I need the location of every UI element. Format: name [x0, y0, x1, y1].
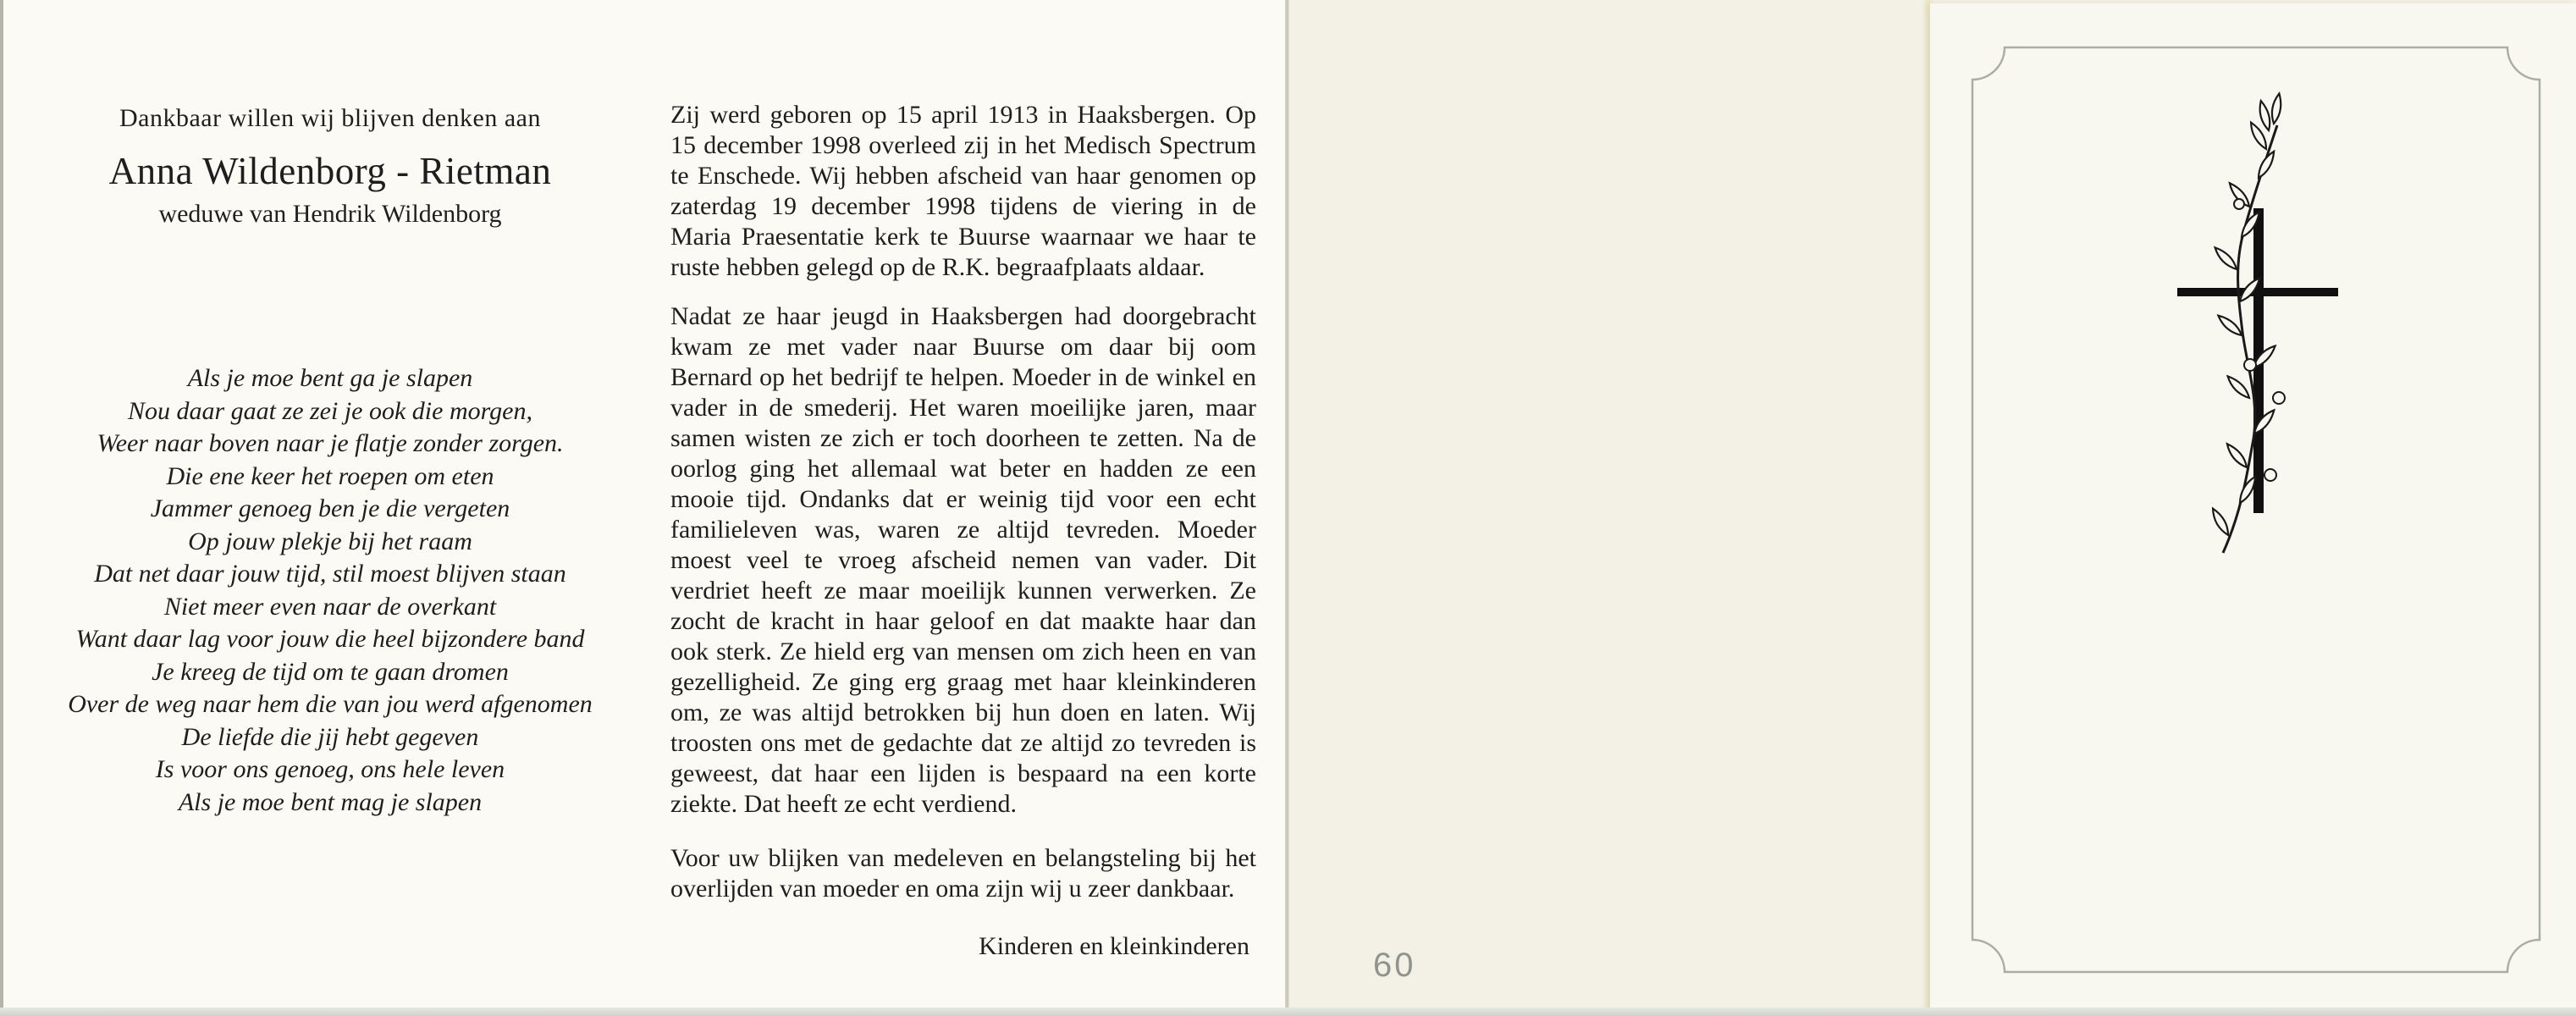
poem-line: Die ene keer het roepen om eten — [166, 461, 494, 490]
poem-line: Jammer genoeg ben je die vergeten — [150, 494, 510, 522]
obituary-paragraph: Zij werd geboren op 15 april 1913 in Haaksbergen. Op 15 december 1998 overleed zij in het Medisch Spectrum te Enschede. Wij hebben afscheid van haar genomen op zaterdag 19 december 1998 tijdens de viering in de Maria Praesentatie kerk te Buurse waarnaar we haar te ruste hebben gelegd op de R.K. begraafplaats aldaar. — [670, 101, 1256, 281]
intro-line: Dankbaar willen wij blijven denken aan — [119, 104, 541, 132]
memorial-poem — [51, 362, 610, 819]
poem-line: Als je moe bent ga je slapen — [187, 364, 473, 392]
obituary-paragraph: Nadat ze haar jeugd in Haaksbergen had doorgebracht kwam ze met vader naar Buurse om daar bij oom Bernard op het bedrijf te helpen. Moeder in de winkel en vader in de smederij. Het waren moeilijke jaren, maar samen wisten ze zich er toch doorheen te zetten. Na de oorlog ging het allemaal wat beter en hadden ze een mooie tijd. Ondanks dat er weinig tijd voor een echt familieleven was, waren ze altijd tevreden. Moeder moest veel te vroeg afscheid nemen van vader. Dit verdriet heeft ze maar moeilijk kunnen verwerken. Ze zocht de kracht in haar geloof en dat maakte haar dan ook sterk. Ze hield erg van mensen om zich heen en van gezelligheid. Ze ging erg graag met haar kleinkinderen om, ze was altijd betrokken bij hun doen en laten. Wij troosten ons met de gedachte dat ze altijd zo tevreden is geweest, dat haar een lijden is bespaard na een korte ziekte. Dat heeft ze echt verdiend. — [670, 302, 1256, 818]
poem-line: Nou daar gaat ze zei je ook die morgen, — [128, 396, 532, 425]
obituary-panel — [670, 100, 1256, 962]
deceased-name: Anna Wildenborg - Rietman — [108, 150, 552, 192]
acknowledgement-paragraph: Voor uw blijken van medeleven en belangsteling bij het overlijden van moeder en oma zijn wij u zeer dankbaar. — [670, 844, 1256, 903]
poem-line: Als je moe bent mag je slapen — [178, 787, 483, 816]
signature-line: Kinderen en kleinkinderen — [979, 932, 1249, 960]
poem-line: Is voor ons genoeg, ons hele leven — [155, 755, 505, 783]
memorial-card-art — [1930, 3, 2576, 1011]
scan-bottom-edge — [0, 1008, 2576, 1016]
poem-line: Je kreeg de tijd om te gaan dromen — [152, 657, 509, 686]
poem-line: Want daar lag voor jouw die heel bijzondere band — [75, 625, 585, 653]
poem-line: Dat net daar jouw tijd, stil moest blijven staan — [94, 560, 566, 588]
relation-line: weduwe van Hendrik Wildenborg — [158, 200, 502, 228]
poem-line: Over de weg naar hem die van jou werd afgenomen — [68, 690, 593, 718]
cross-laurel-icon — [2177, 93, 2338, 553]
album-page — [1289, 0, 2576, 1016]
album-page-number: 60 — [1373, 947, 1416, 984]
poem-line: Weer naar boven naar je flatje zonder zorgen. — [97, 429, 564, 457]
memorial-card-back-panel — [1930, 3, 2576, 1011]
poem-line: Op jouw plekje bij het raam — [188, 527, 472, 555]
poem-line: De liefde die jij hebt gegeven — [181, 722, 479, 751]
scan-left-edge — [0, 0, 3, 1016]
poem-line: Niet meer even naar de overkant — [163, 592, 497, 621]
